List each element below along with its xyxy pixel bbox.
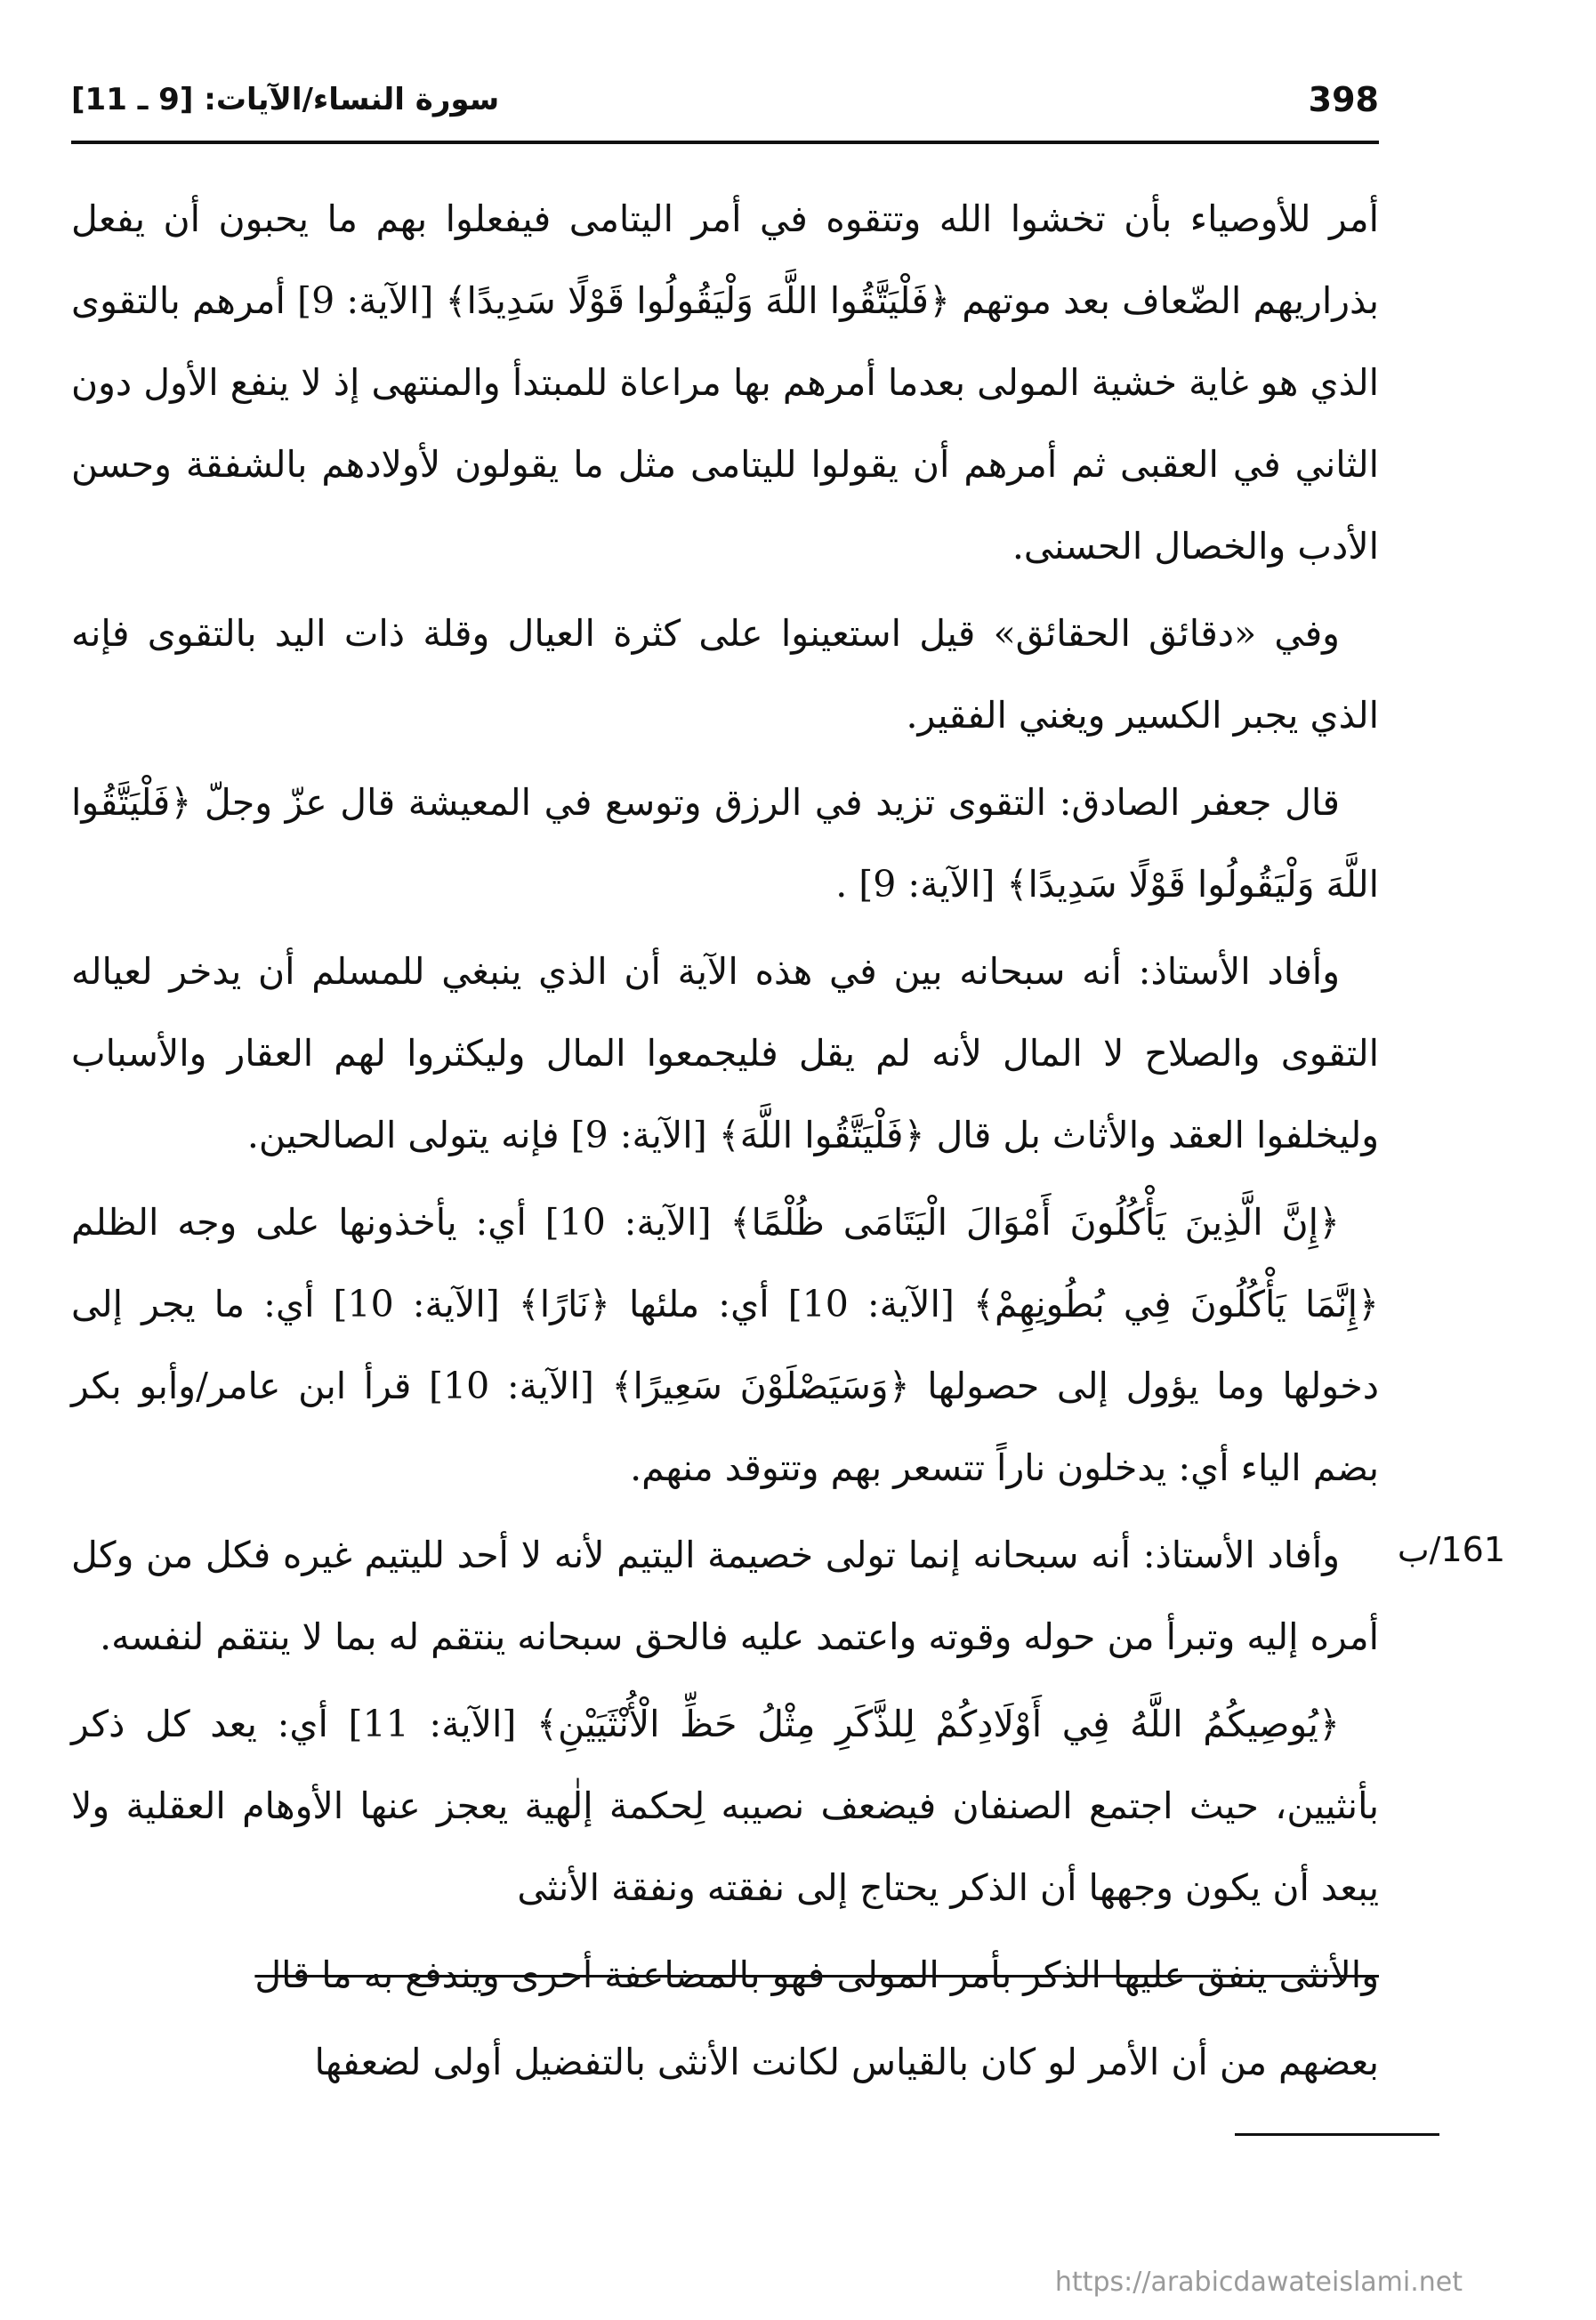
paragraph [71, 592, 1379, 756]
last-line-text: بعضهم من أن الأمر لو كان بالقياس لكانت الأنثى بالتفضيل أولى لضعفها [314, 2041, 1379, 2083]
paragraph-text: ﴿يُوصِيكُمُ اللَّهُ فِي أَوْلَادِكُمْ لِلذَّكَرِ مِثْلُ حَظِّ الْأُنْثَيَيْنِ﴾ [الآية: 11] أي: يعد كل ذكر بأنثيين، حيث اجتمع الصنفان فيضعف نصيبه لِحكمة إلٰهية يعجز عنها الأوهام العقلية ولا يبعد أن يكون وجهها أن الذكر يحتاج إلى نفقته ونفقة الأنثى [71, 1703, 1379, 1909]
page-number: 398 [1308, 80, 1379, 119]
paragraph [71, 761, 1379, 925]
last-line [71, 2021, 1379, 2103]
watermark-url: https://arabicdawateislami.net [1054, 2267, 1463, 2298]
paragraph-text: وفي «دقائق الحقائق» قيل استعينوا على كثرة العيال وقلة ذات اليد بالتقوى فإنه الذي يجبر الكسير ويغني الفقير. [71, 612, 1379, 737]
paragraph [71, 1181, 1379, 1509]
margin-manuscript-note: 161/ب [1397, 1530, 1505, 1569]
paragraph-text: وأفاد الأستاذ: أنه سبحانه إنما تولى خصيمة اليتيم لأنه لا أحد لليتيم غيره فكل من وكل أمره إليه وتبرأ من حوله وقوته واعتمد عليه فالحق سبحانه ينتقم له بما لا ينتقم لنفسه. [71, 1534, 1379, 1658]
struck-line [71, 1934, 1379, 2016]
struck-line-text: والأنثى ينفق عليها الذكر بأمر المولى فهو بالمضاعفة أحرى ويندفع به ما قال [254, 1953, 1379, 1996]
paragraph [71, 1514, 1379, 1678]
footnote-rule [1235, 2133, 1439, 2136]
running-head: سورة النساء/الآيات: [9 ـ 11] [71, 82, 500, 117]
body-text [71, 178, 1379, 2108]
paragraph [71, 930, 1379, 1176]
header-rule [71, 141, 1379, 144]
paragraph [71, 1683, 1379, 1929]
page-header [71, 80, 1379, 135]
paragraph [71, 178, 1379, 587]
paragraph-text: قال جعفر الصادق: التقوى تزيد في الرزق وتوسع في المعيشة قال عزّ وجلّ ﴿فَلْيَتَّقُوا اللَّهَ وَلْيَقُولُوا قَوْلًا سَدِيدًا﴾ [الآية: 9] . [71, 781, 1379, 906]
paragraph-text: أمر للأوصياء بأن تخشوا الله وتتقوه في أمر اليتامى فيفعلوا بهم ما يحبون أن يفعل بذراريهم الضّعاف بعد موتهم ﴿فَلْيَتَّقُوا اللَّهَ وَلْيَقُولُوا قَوْلًا سَدِيدًا﴾ [الآية: 9] أمرهم بالتقوى الذي هو غاية خشية المولى بعدما أمرهم بها مراعاة للمبتدأ والمنتهى إذ لا ينفع الأول دون الثاني في العقبى ثم أمرهم أن يقولوا لليتامى مثل ما يقولون لأولادهم بالشفقة وحسن الأدب والخصال الحسنى. [71, 197, 1379, 568]
paragraph-text: ﴿إِنَّ الَّذِينَ يَأْكُلُونَ أَمْوَالَ الْيَتَامَى ظُلْمًا﴾ [الآية: 10] أي: يأخذونها على وجه الظلم ﴿إِنَّمَا يَأْكُلُونَ فِي بُطُونِهِمْ﴾ [الآية: 10] أي: ملئها ﴿نَارًا﴾ [الآية: 10] أي: ما يجر إلى دخولها وما يؤول إلى حصولها ﴿وَسَيَصْلَوْنَ سَعِيرًا﴾ [الآية: 10] قرأ ابن عامر/وأبو بكر بضم الياء أي: يدخلون ناراً تتسعر بهم وتتوقد منهم. [71, 1201, 1380, 1489]
paragraph-text: وأفاد الأستاذ: أنه سبحانه بين في هذه الآية أن الذي ينبغي للمسلم أن يدخر لعياله التقوى والصلاح لا المال لأنه لم يقل فليجمعوا المال وليكثروا لهم العقار والأسباب وليخلفوا العقد والأثاث بل قال ﴿فَلْيَتَّقُوا اللَّهَ﴾ [الآية: 9] فإنه يتولى الصالحين. [71, 950, 1379, 1156]
